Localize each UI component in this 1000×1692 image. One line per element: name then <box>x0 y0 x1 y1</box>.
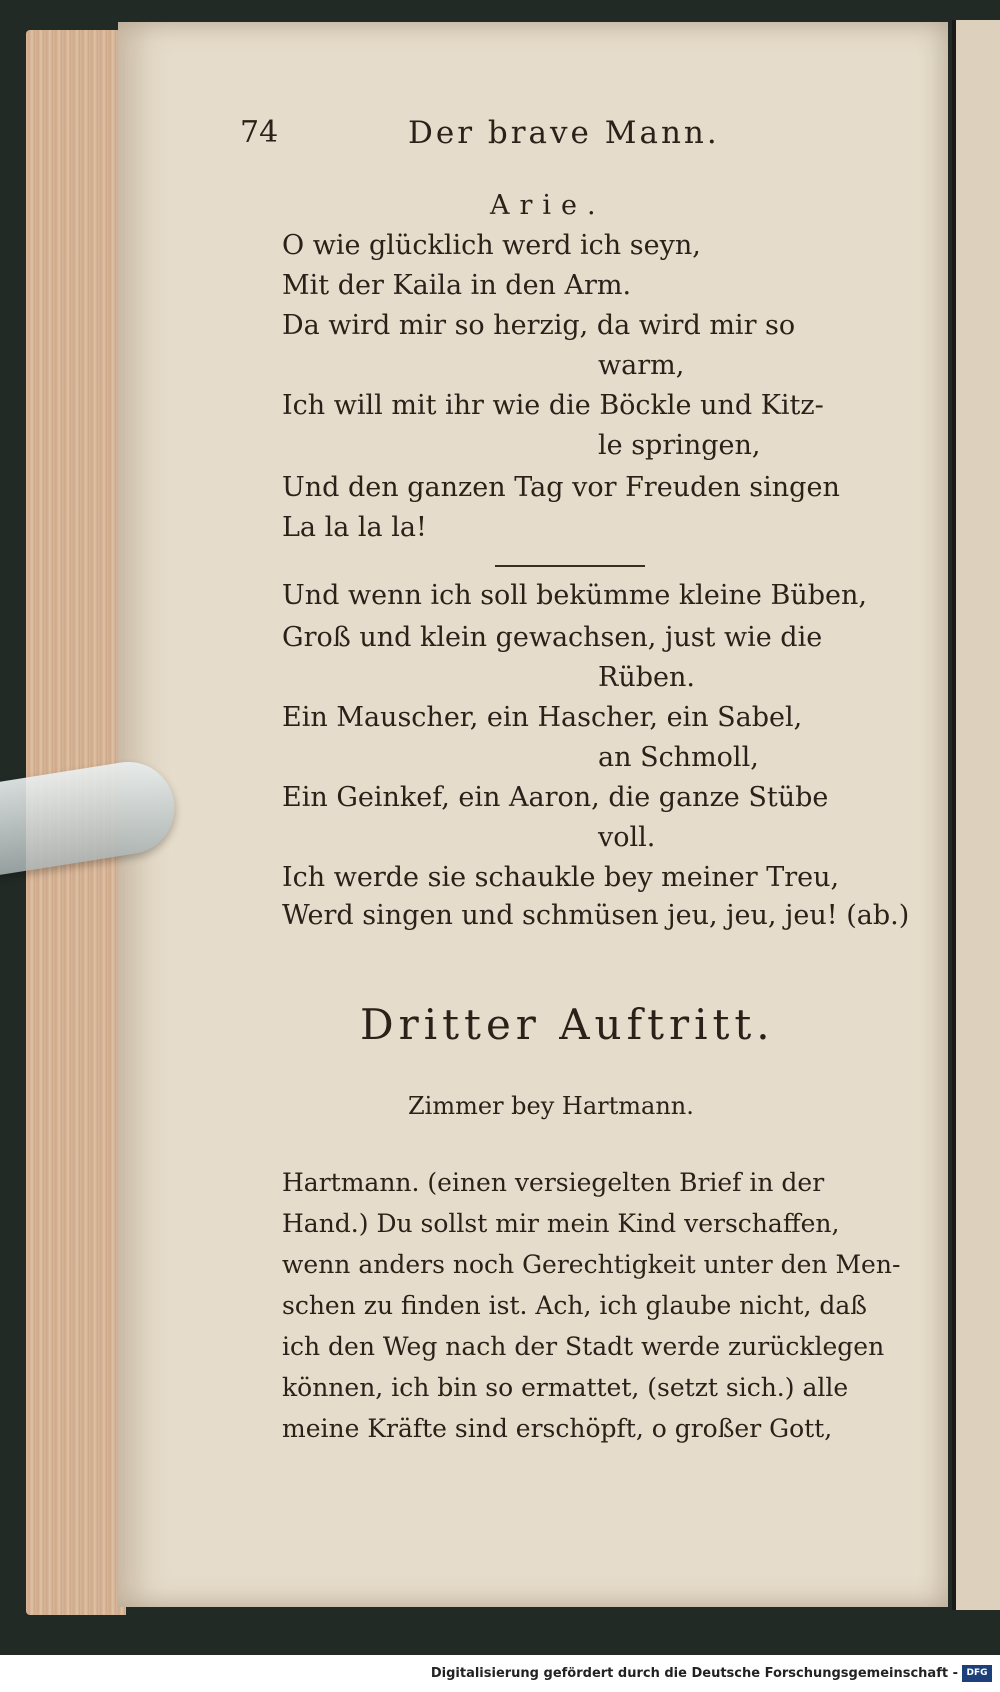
verse-line: voll. <box>598 822 656 853</box>
verse-line: Rüben. <box>598 662 695 693</box>
verse-line: le springen, <box>598 430 761 461</box>
verse-line: Werd singen und schmüsen jeu, jeu, jeu! (ab.) <box>282 900 910 931</box>
digitization-footer <box>0 1657 1000 1692</box>
verse-line: Ein Mauscher, ein Hascher, ein Sabel, <box>282 702 803 733</box>
scene-location: Zimmer bey Hartmann. <box>408 1092 694 1120</box>
verse-line: warm, <box>598 350 685 381</box>
verse-line: La la la la! <box>282 512 427 543</box>
verse-line: Und den ganzen Tag vor Freuden singen <box>282 472 840 503</box>
verse-line: O wie glücklich werd ich seyn, <box>282 230 701 261</box>
stanza-divider <box>495 565 645 567</box>
scene-heading: Dritter Auftritt. <box>360 1000 775 1049</box>
prose-line: meine Kräfte sind erschöpft, o großer Gott, <box>282 1414 833 1443</box>
funding-credit: Digitalisierung gefördert durch die Deutsche Forschungsgemeinschaft - <box>430 1666 958 1681</box>
verse-line: Ich werde sie schaukle bey meiner Treu, <box>282 862 840 893</box>
verse-line: Mit der Kaila in den Arm. <box>282 270 632 301</box>
verse-line: Und wenn ich soll bekümme kleine Büben, <box>282 580 867 611</box>
verse-line: Ein Geinkef, ein Aaron, die ganze Stübe <box>282 782 829 813</box>
page-number: 74 <box>240 115 279 150</box>
prose-line: Hartmann. (einen versiegelten Brief in der <box>282 1168 825 1197</box>
prose-line: wenn anders noch Gerechtigkeit unter den Men- <box>282 1250 901 1279</box>
prose-line: schen zu finden ist. Ach, ich glaube nicht, daß <box>282 1291 867 1320</box>
verse-line: an Schmoll, <box>598 742 759 773</box>
prose-line: ich den Weg nach der Stadt werde zurücklegen <box>282 1332 885 1361</box>
prose-line: können, ich bin so ermattet, (setzt sich.) alle <box>282 1373 849 1402</box>
verse-line: Groß und klein gewachsen, just wie die <box>282 622 823 653</box>
aria-heading: Arie. <box>490 190 606 221</box>
facing-page-edge <box>952 20 1000 1610</box>
dfg-logo-icon: DFG <box>962 1665 992 1682</box>
running-head: Der brave Mann. <box>408 115 720 151</box>
verse-line: Ich will mit ihr wie die Böckle und Kitz- <box>282 390 824 421</box>
verse-line: Da wird mir so herzig, da wird mir so <box>282 310 796 341</box>
prose-line: Hand.) Du sollst mir mein Kind verschaffen, <box>282 1209 840 1238</box>
